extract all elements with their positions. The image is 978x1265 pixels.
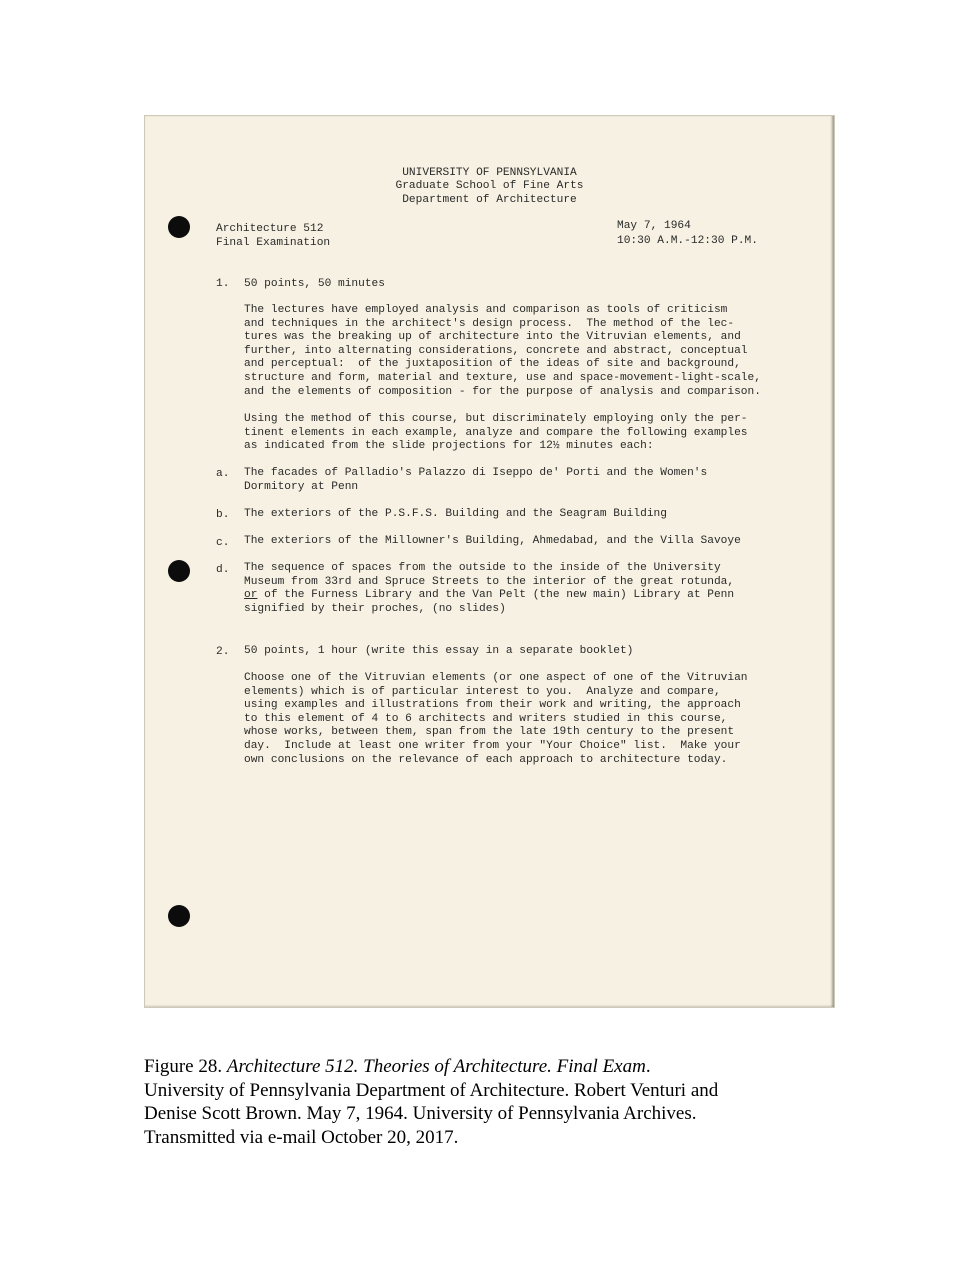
text-line: own conclusions on the relevance of each approach to architecture today. xyxy=(244,753,728,766)
text-line: and techniques in the architect's design process. The method of the lec- xyxy=(244,317,735,330)
text-line: Museum from 33rd and Spruce Streets to the interior of the great rotunda, xyxy=(244,575,735,588)
text-line: Using the method of this course, but discriminately employing only the per- xyxy=(244,413,748,425)
scanned-exam-page xyxy=(144,115,835,1008)
punch-hole xyxy=(168,560,190,582)
question-2-number: 2. xyxy=(216,646,230,658)
question-2-paragraph xyxy=(244,672,804,767)
text-line: whose works, between them, span from the late 19th century to the present xyxy=(244,726,735,739)
question-1-heading: 50 points, 50 minutes xyxy=(244,278,385,290)
punch-hole xyxy=(168,905,190,927)
text-line: day. Include at least one writer from your "Your Choice" list. Make your xyxy=(244,739,741,752)
caption-line-1 xyxy=(144,1055,844,1079)
item-a-text xyxy=(244,467,804,494)
item-d-text xyxy=(244,562,804,616)
letterhead-school: Graduate School of Fine Arts xyxy=(395,180,584,192)
text-line: tinent elements in each example, analyze and compare the following examples xyxy=(244,426,748,439)
text-line: and the elements of composition - for the purpose of analysis and comparison. xyxy=(244,385,761,398)
exam-date: May 7, 1964 xyxy=(617,220,691,232)
question-1-number: 1. xyxy=(216,278,230,290)
caption-title: Architecture 512. Theories of Architecture. Final Exam xyxy=(226,1056,646,1077)
letterhead-university: UNIVERSITY OF PENNSYLVANIA xyxy=(402,167,577,179)
caption-line-4: Transmitted via e-mail October 20, 2017. xyxy=(144,1126,459,1148)
text-line: Dormitory at Penn xyxy=(244,480,359,493)
text-line: The lectures have employed analysis and comparison as tools of criticism xyxy=(244,304,728,316)
caption-figure-number: Figure 28. xyxy=(144,1056,227,1077)
text-line: further, into alternating considerations, concrete and abstract, conceptual xyxy=(244,344,748,357)
text-line: The sequence of spaces from the outside to the inside of the University xyxy=(244,562,721,574)
punch-hole xyxy=(168,216,190,238)
question-1-paragraph-1 xyxy=(244,304,804,399)
caption-line-3: Denise Scott Brown. May 7, 1964. University of Pennsylvania Archives. xyxy=(144,1103,697,1124)
text-line: tures was the breaking up of architecture into the Vitruvian elements, and xyxy=(244,331,741,344)
exam-title: Final Examination xyxy=(216,237,331,249)
text-line: The exteriors of the P.S.F.S. Building and the Seagram Building xyxy=(244,508,667,520)
item-c-text xyxy=(244,535,804,549)
underlined-word: or xyxy=(244,589,258,602)
figure-caption xyxy=(144,1055,844,1149)
line-rest: of the Furness Library and the Van Pelt (the new main) Library at Penn xyxy=(257,589,735,602)
text-line: and perceptual: of the juxtaposition of the ideas of site and background, xyxy=(244,358,741,371)
item-b-label: b. xyxy=(216,509,230,521)
text-line: The exteriors of the Millowner's Building, Ahmedabad, and the Villa Savoye xyxy=(244,535,741,547)
caption-line-2: University of Pennsylvania Department of Architecture. Robert Venturi and xyxy=(144,1079,719,1101)
course-number: Architecture 512 xyxy=(216,223,324,235)
text-line-with-underline xyxy=(244,589,804,603)
question-2-heading: 50 points, 1 hour (write this essay in a separate booklet) xyxy=(244,645,634,657)
item-a-label: a. xyxy=(216,468,230,480)
item-c-label: c. xyxy=(216,537,230,549)
text-line: structure and form, material and texture, use and space-movement-light-scale, xyxy=(244,371,761,384)
text-line: using examples and illustrations from their work and writing, the approach xyxy=(244,699,741,712)
caption-period: . xyxy=(645,1056,651,1077)
text-line: as indicated from the slide projections for 12½ minutes each: xyxy=(244,440,654,453)
text-line: elements) which is of particular interest to you. Analyze and compare, xyxy=(244,685,721,698)
text-line: The facades of Palladio's Palazzo di Iseppo de' Porti and the Women's xyxy=(244,467,708,479)
letterhead-department: Department of Architecture xyxy=(402,194,577,206)
question-1-paragraph-2 xyxy=(244,413,804,454)
text-line: signified by their proches, (no slides) xyxy=(244,602,506,615)
text-line: to this element of 4 to 6 architects and writers studied in this course, xyxy=(244,712,728,725)
item-d-label: d. xyxy=(216,564,230,576)
text-line: Choose one of the Vitruvian elements (or one aspect of one of the Vitruvian xyxy=(244,672,748,684)
item-b-text xyxy=(244,508,804,522)
exam-time: 10:30 A.M.-12:30 P.M. xyxy=(617,235,758,247)
